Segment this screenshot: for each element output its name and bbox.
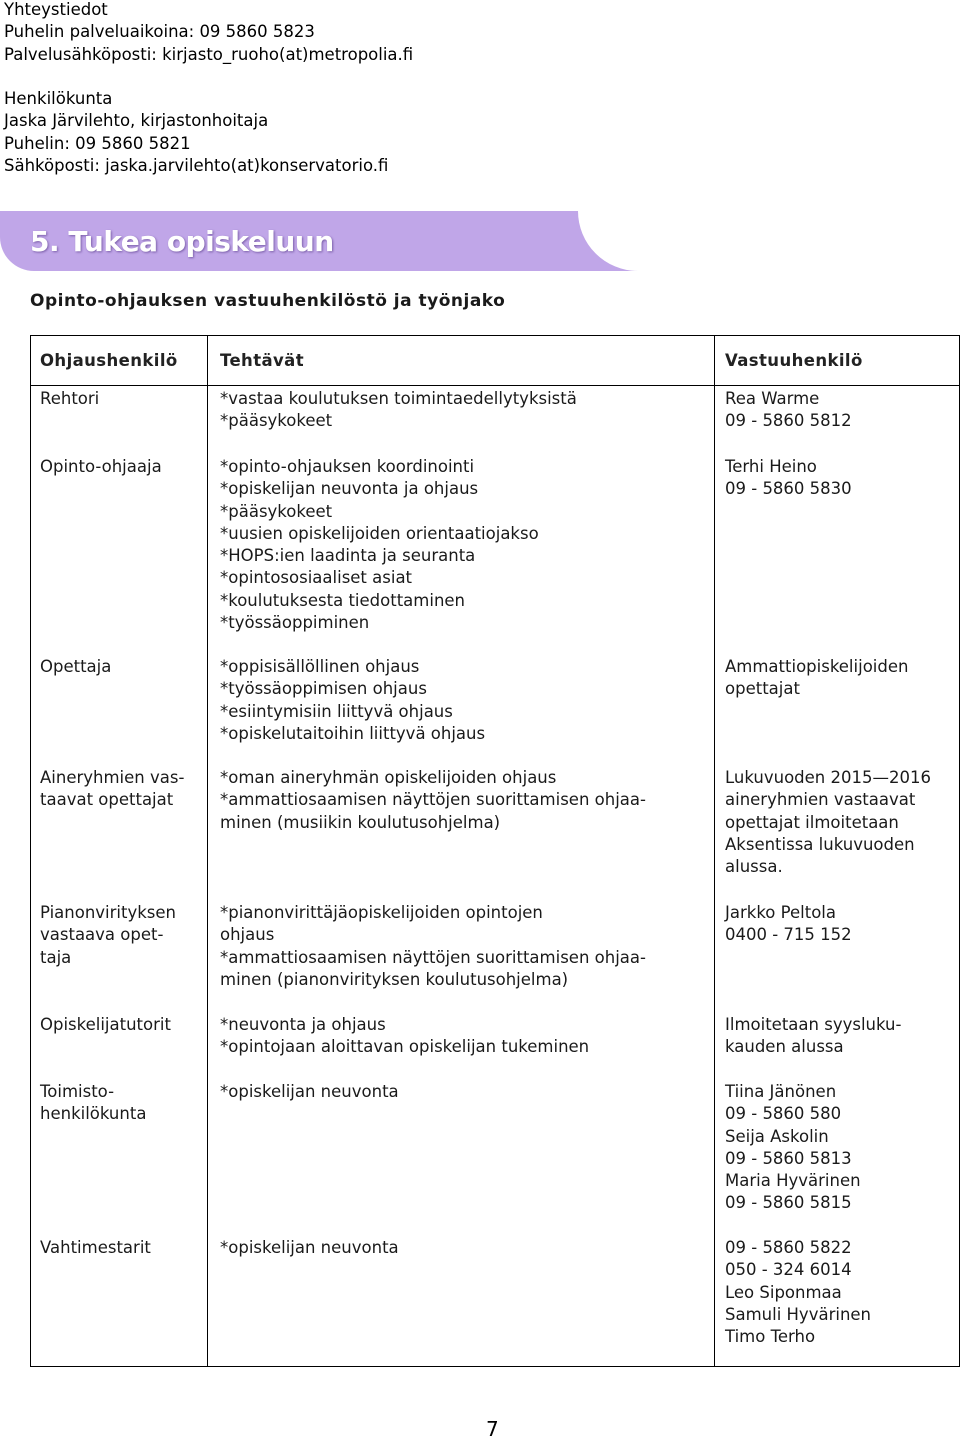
tasks-cell: [220, 388, 705, 433]
cell-line: 0400 - 715 152: [725, 925, 852, 945]
cell-line: 09 - 5860 580: [725, 1104, 842, 1124]
tasks-cell: [220, 767, 705, 834]
tasks-cell: [220, 456, 705, 634]
cell-line: Leo Siponmaa: [725, 1282, 842, 1302]
cell-line: 09 - 5860 5813: [725, 1148, 852, 1168]
cell-line: *opiskelutaitoihin liittyvä ohjaus: [220, 723, 486, 743]
cell-line: opettajat: [725, 679, 800, 699]
cell-line: *HOPS:ien laadinta ja seuranta: [220, 546, 476, 566]
cell-line: *oppisisällöllinen ohjaus: [220, 657, 420, 676]
cell-line: *työssäoppiminen: [220, 613, 370, 633]
cell-line: Opinto-ohjaaja: [40, 457, 162, 476]
header-tasks: Tehtävät: [220, 351, 304, 370]
cell-line: Aineryhmien vas-: [40, 768, 185, 787]
cell-line: *vastaa koulutuksen toimintaedellytyksistä: [220, 389, 577, 408]
cell-line: Maria Hyvärinen: [725, 1171, 861, 1191]
cell-line: *esiintymisiin liittyvä ohjaus: [220, 701, 453, 721]
cell-line: *oman aineryhmän opiskelijoiden ohjaus: [220, 768, 557, 787]
cell-line: *opiskelijan neuvonta ja ohjaus: [220, 479, 479, 499]
contact-cell: [725, 656, 955, 701]
cell-line: Rehtori: [40, 389, 100, 408]
guidance-table: [30, 335, 960, 1367]
cell-line: 09 - 5860 5815: [725, 1193, 852, 1213]
role-cell: [40, 1014, 200, 1036]
role-cell: [40, 1237, 200, 1259]
role-cell: [40, 1081, 200, 1126]
cell-line: *työssäoppimisen ohjaus: [220, 679, 427, 699]
column-divider: [714, 336, 715, 1366]
cell-line: opettajat ilmoitetaan: [725, 812, 899, 832]
section-heading: 5. Tukea opiskeluun: [30, 225, 334, 258]
cell-line: Opettaja: [40, 657, 112, 676]
cell-line: kauden alussa: [725, 1037, 844, 1057]
cell-line: Pianonvirityksen: [40, 903, 177, 922]
cell-line: Samuli Hyvärinen: [725, 1304, 872, 1324]
contact-cell: [725, 388, 955, 433]
role-cell: [40, 902, 200, 969]
header-role: Ohjaushenkilö: [40, 351, 178, 370]
role-cell: [40, 456, 200, 478]
staff-info-block: [4, 88, 388, 177]
cell-line: *opiskelijan neuvonta: [220, 1082, 399, 1101]
table-title: Opinto-ohjauksen vastuuhenkilöstö ja työnjako: [30, 291, 506, 311]
contact-cell: [725, 902, 955, 947]
staff-name: Jaska Järvilehto, kirjastonhoitaja: [4, 111, 269, 131]
cell-line: henkilökunta: [40, 1104, 147, 1124]
contact-cell: [725, 1081, 955, 1215]
cell-line: vastaava opet-: [40, 925, 164, 945]
cell-line: *opinto-ohjauksen koordinointi: [220, 457, 475, 476]
role-cell: [40, 767, 200, 812]
section-banner: [0, 211, 638, 271]
contact-cell: [725, 1014, 955, 1059]
cell-line: Toimisto-: [40, 1082, 115, 1101]
cell-line: *opintojaan aloittavan opiskelijan tukeminen: [220, 1037, 590, 1057]
cell-line: *pääsykokeet: [220, 501, 333, 521]
cell-line: Opiskelijatutorit: [40, 1015, 171, 1034]
cell-line: *pianonvirittäjäopiskelijoiden opintojen: [220, 903, 543, 922]
cell-line: aineryhmien vastaavat: [725, 790, 916, 810]
cell-line: Rea Warme: [725, 389, 820, 408]
cell-line: Vahtimestarit: [40, 1238, 151, 1257]
contact-cell: [725, 767, 955, 878]
cell-line: taja: [40, 947, 72, 967]
cell-line: *neuvonta ja ohjaus: [220, 1015, 386, 1034]
cell-line: 050 - 324 6014: [725, 1260, 852, 1280]
service-phone: Puhelin palveluaikoina: 09 5860 5823: [4, 22, 315, 42]
contact-cell: [725, 456, 955, 501]
cell-line: *opiskelijan neuvonta: [220, 1238, 399, 1257]
contact-info-block: [4, 0, 413, 66]
cell-line: ohjaus: [220, 925, 275, 945]
service-email: Palvelusähköposti: kirjasto_ruoho(at)metropolia.fi: [4, 44, 414, 64]
cell-line: Lukuvuoden 2015—2016: [725, 768, 931, 787]
staff-email: Sähköposti: jaska.jarvilehto(at)konservatorio.fi: [4, 155, 389, 175]
tasks-cell: [220, 902, 705, 991]
header-divider: [31, 385, 959, 386]
column-divider: [207, 336, 208, 1366]
cell-line: 09 - 5860 5822: [725, 1238, 852, 1257]
contact-heading: Yhteystiedot: [4, 0, 108, 19]
cell-line: taavat opettajat: [40, 790, 174, 810]
cell-line: 09 - 5860 5830: [725, 479, 852, 499]
cell-line: minen (musiikin koulutusohjelma): [220, 812, 501, 832]
cell-line: *ammattiosaamisen näyttöjen suorittamisen ohjaa-: [220, 790, 646, 810]
cell-line: *ammattiosaamisen näyttöjen suorittamisen ohjaa-: [220, 947, 646, 967]
tasks-cell: [220, 1081, 705, 1103]
cell-line: *pääsykokeet: [220, 411, 333, 431]
contact-cell: [725, 1237, 955, 1348]
cell-line: Seija Askolin: [725, 1126, 829, 1146]
cell-line: *opintososiaaliset asiat: [220, 568, 413, 588]
cell-line: minen (pianonvirityksen koulutusohjelma): [220, 969, 569, 989]
tasks-cell: [220, 656, 705, 745]
staff-phone: Puhelin: 09 5860 5821: [4, 133, 191, 153]
staff-heading: Henkilökunta: [4, 89, 113, 108]
tasks-cell: [220, 1237, 705, 1259]
cell-line: *koulutuksesta tiedottaminen: [220, 590, 466, 610]
header-contact: Vastuuhenkilö: [725, 351, 863, 370]
cell-line: Tiina Jänönen: [725, 1082, 837, 1101]
page-number: 7: [486, 1417, 499, 1441]
cell-line: Jarkko Peltola: [725, 903, 836, 922]
cell-line: Aksentissa lukuvuoden: [725, 834, 915, 854]
cell-line: *uusien opiskelijoiden orientaatiojakso: [220, 523, 539, 543]
role-cell: [40, 656, 200, 678]
role-cell: [40, 388, 200, 410]
cell-line: Ilmoitetaan syysluku-: [725, 1015, 902, 1034]
tasks-cell: [220, 1014, 705, 1059]
cell-line: Timo Terho: [725, 1327, 816, 1347]
cell-line: Terhi Heino: [725, 457, 817, 476]
cell-line: Ammattiopiskelijoiden: [725, 657, 909, 676]
cell-line: alussa.: [725, 857, 783, 877]
cell-line: 09 - 5860 5812: [725, 411, 852, 431]
